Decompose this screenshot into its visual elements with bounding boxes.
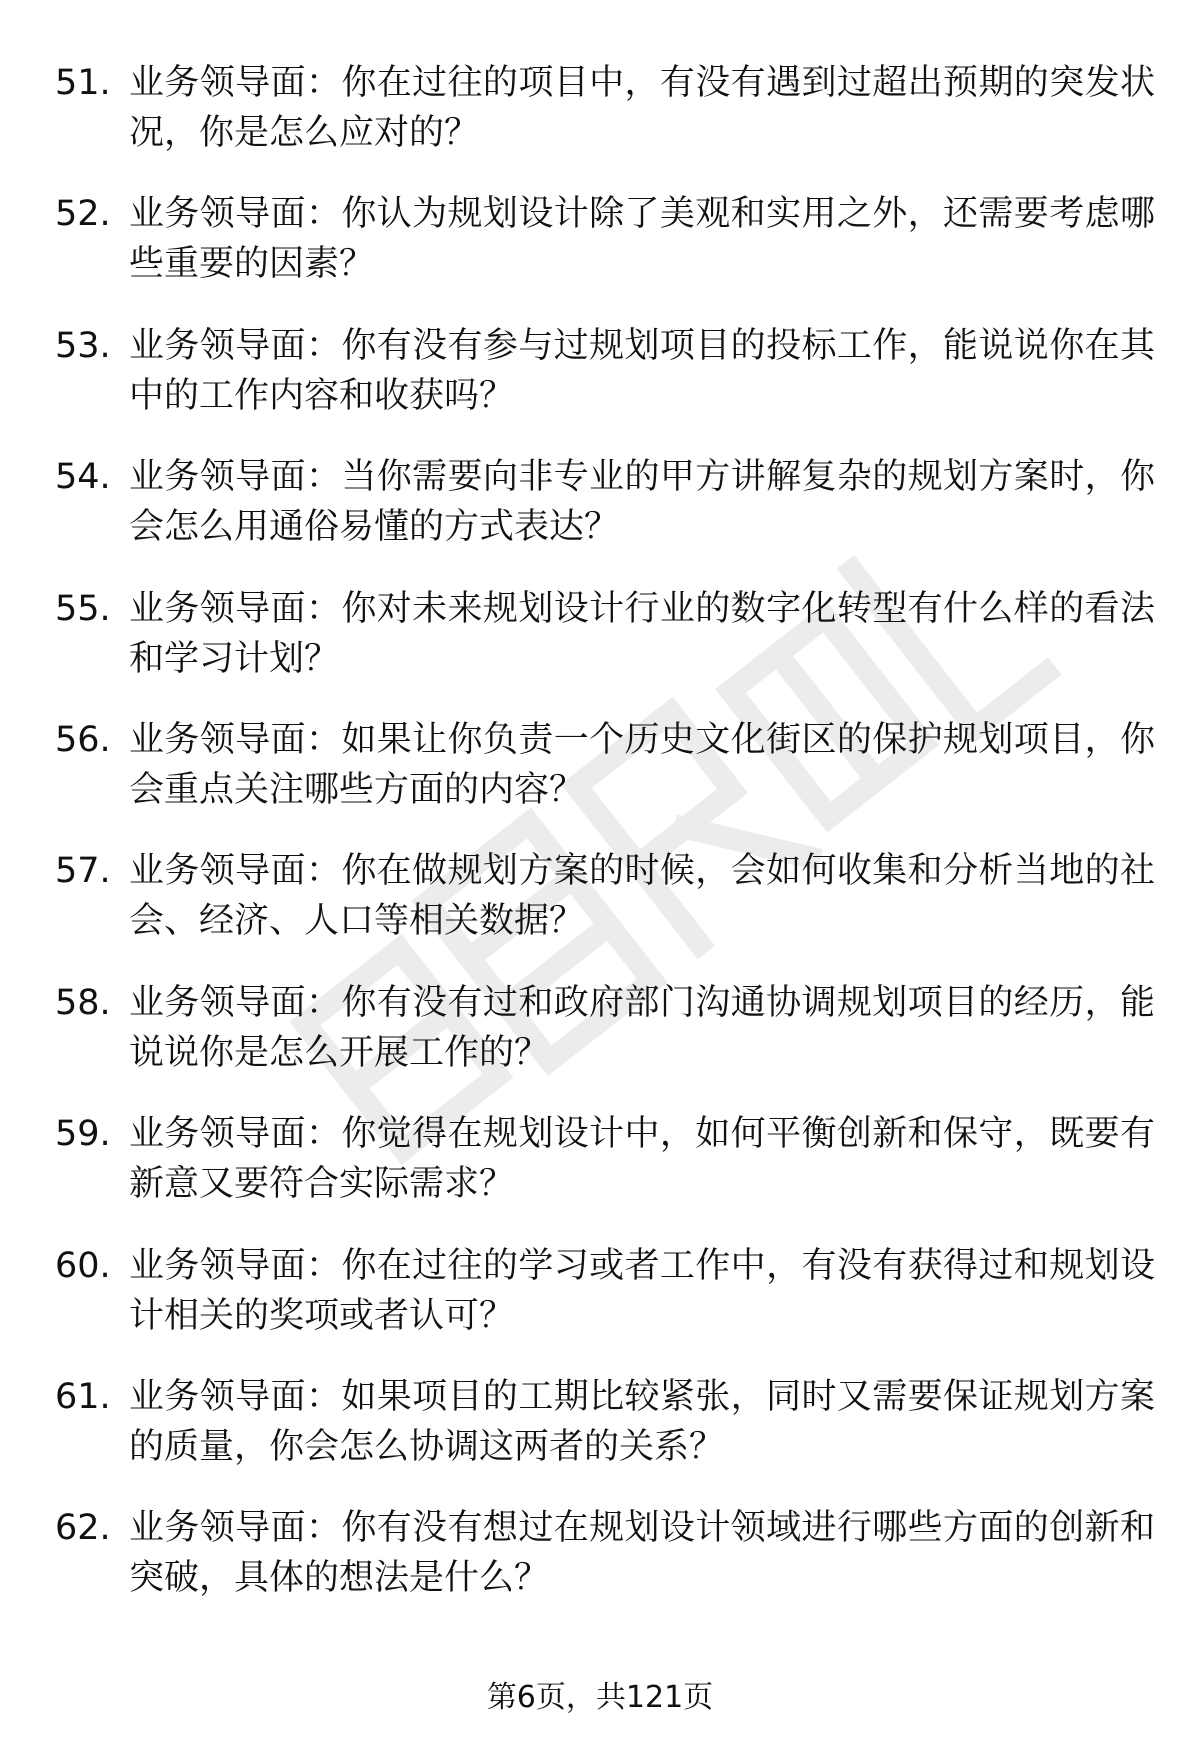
page-footer: [0, 1678, 1200, 1718]
question-item: [55, 978, 1155, 1109]
question-number: 54.: [55, 457, 111, 498]
question-text: 业务领导面：你对未来规划设计行业的数字化转型有什么样的看法和学习计划？: [129, 588, 1155, 679]
question-number: 59.: [55, 1114, 111, 1155]
page-number-label: 第6页，共121页: [486, 1680, 714, 1715]
question-number: 62.: [55, 1508, 111, 1549]
question-item: [55, 321, 1155, 452]
question-number: 56.: [55, 719, 111, 760]
question-number: 53.: [55, 325, 111, 366]
question-number: 60.: [55, 1245, 111, 1286]
question-text: 业务领导面：你在做规划方案的时候，会如何收集和分析当地的社会、经济、人口等相关数据？: [129, 851, 1155, 942]
question-number: 57.: [55, 851, 111, 892]
question-text: 业务领导面：当你需要向非专业的甲方讲解复杂的规划方案时，你会怎么用通俗易懂的方式表达？: [129, 457, 1155, 548]
question-text: 业务领导面：你觉得在规划设计中，如何平衡创新和保守，既要有新意又要符合实际需求？: [129, 1114, 1155, 1205]
question-item: [55, 1503, 1155, 1634]
question-text: 业务领导面：你在过往的学习或者工作中，有没有获得过和规划设计相关的奖项或者认可？: [129, 1245, 1155, 1336]
question-text: 业务领导面：你认为规划设计除了美观和实用之外，还需要考虑哪些重要的因素？: [129, 194, 1155, 285]
question-item: [55, 846, 1155, 977]
question-item: [55, 715, 1155, 846]
question-item: [55, 189, 1155, 320]
question-text: 业务领导面：你在过往的项目中，有没有遇到过超出预期的突发状况，你是怎么应对的？: [129, 63, 1155, 153]
question-item: [55, 1241, 1155, 1372]
question-number: 58.: [55, 982, 111, 1023]
question-item: [55, 1109, 1155, 1240]
question-number: 51.: [55, 63, 111, 103]
question-text: 业务领导面：你有没有想过在规划设计领域进行哪些方面的创新和突破，具体的想法是什么？: [129, 1508, 1155, 1599]
question-text: 业务领导面：如果项目的工期比较紧张，同时又需要保证规划方案的质量，你会怎么协调这两者的关系？: [129, 1376, 1155, 1467]
question-item: [55, 1372, 1155, 1503]
question-list: [55, 58, 1155, 1635]
question-number: 61.: [55, 1376, 111, 1417]
question-text: 业务领导面：你有没有过和政府部门沟通协调规划项目的经历，能说说你是怎么开展工作的？: [129, 982, 1155, 1073]
question-item: [55, 58, 1155, 189]
question-number: 52.: [55, 194, 111, 235]
question-text: 业务领导面：你有没有参与过规划项目的投标工作，能说说你在其中的工作内容和收获吗？: [129, 325, 1155, 416]
question-item: [55, 452, 1155, 583]
question-number: 55.: [55, 588, 111, 629]
question-text: 业务领导面：如果让你负责一个历史文化街区的保护规划项目，你会重点关注哪些方面的内容？: [129, 719, 1155, 810]
question-item: [55, 584, 1155, 715]
